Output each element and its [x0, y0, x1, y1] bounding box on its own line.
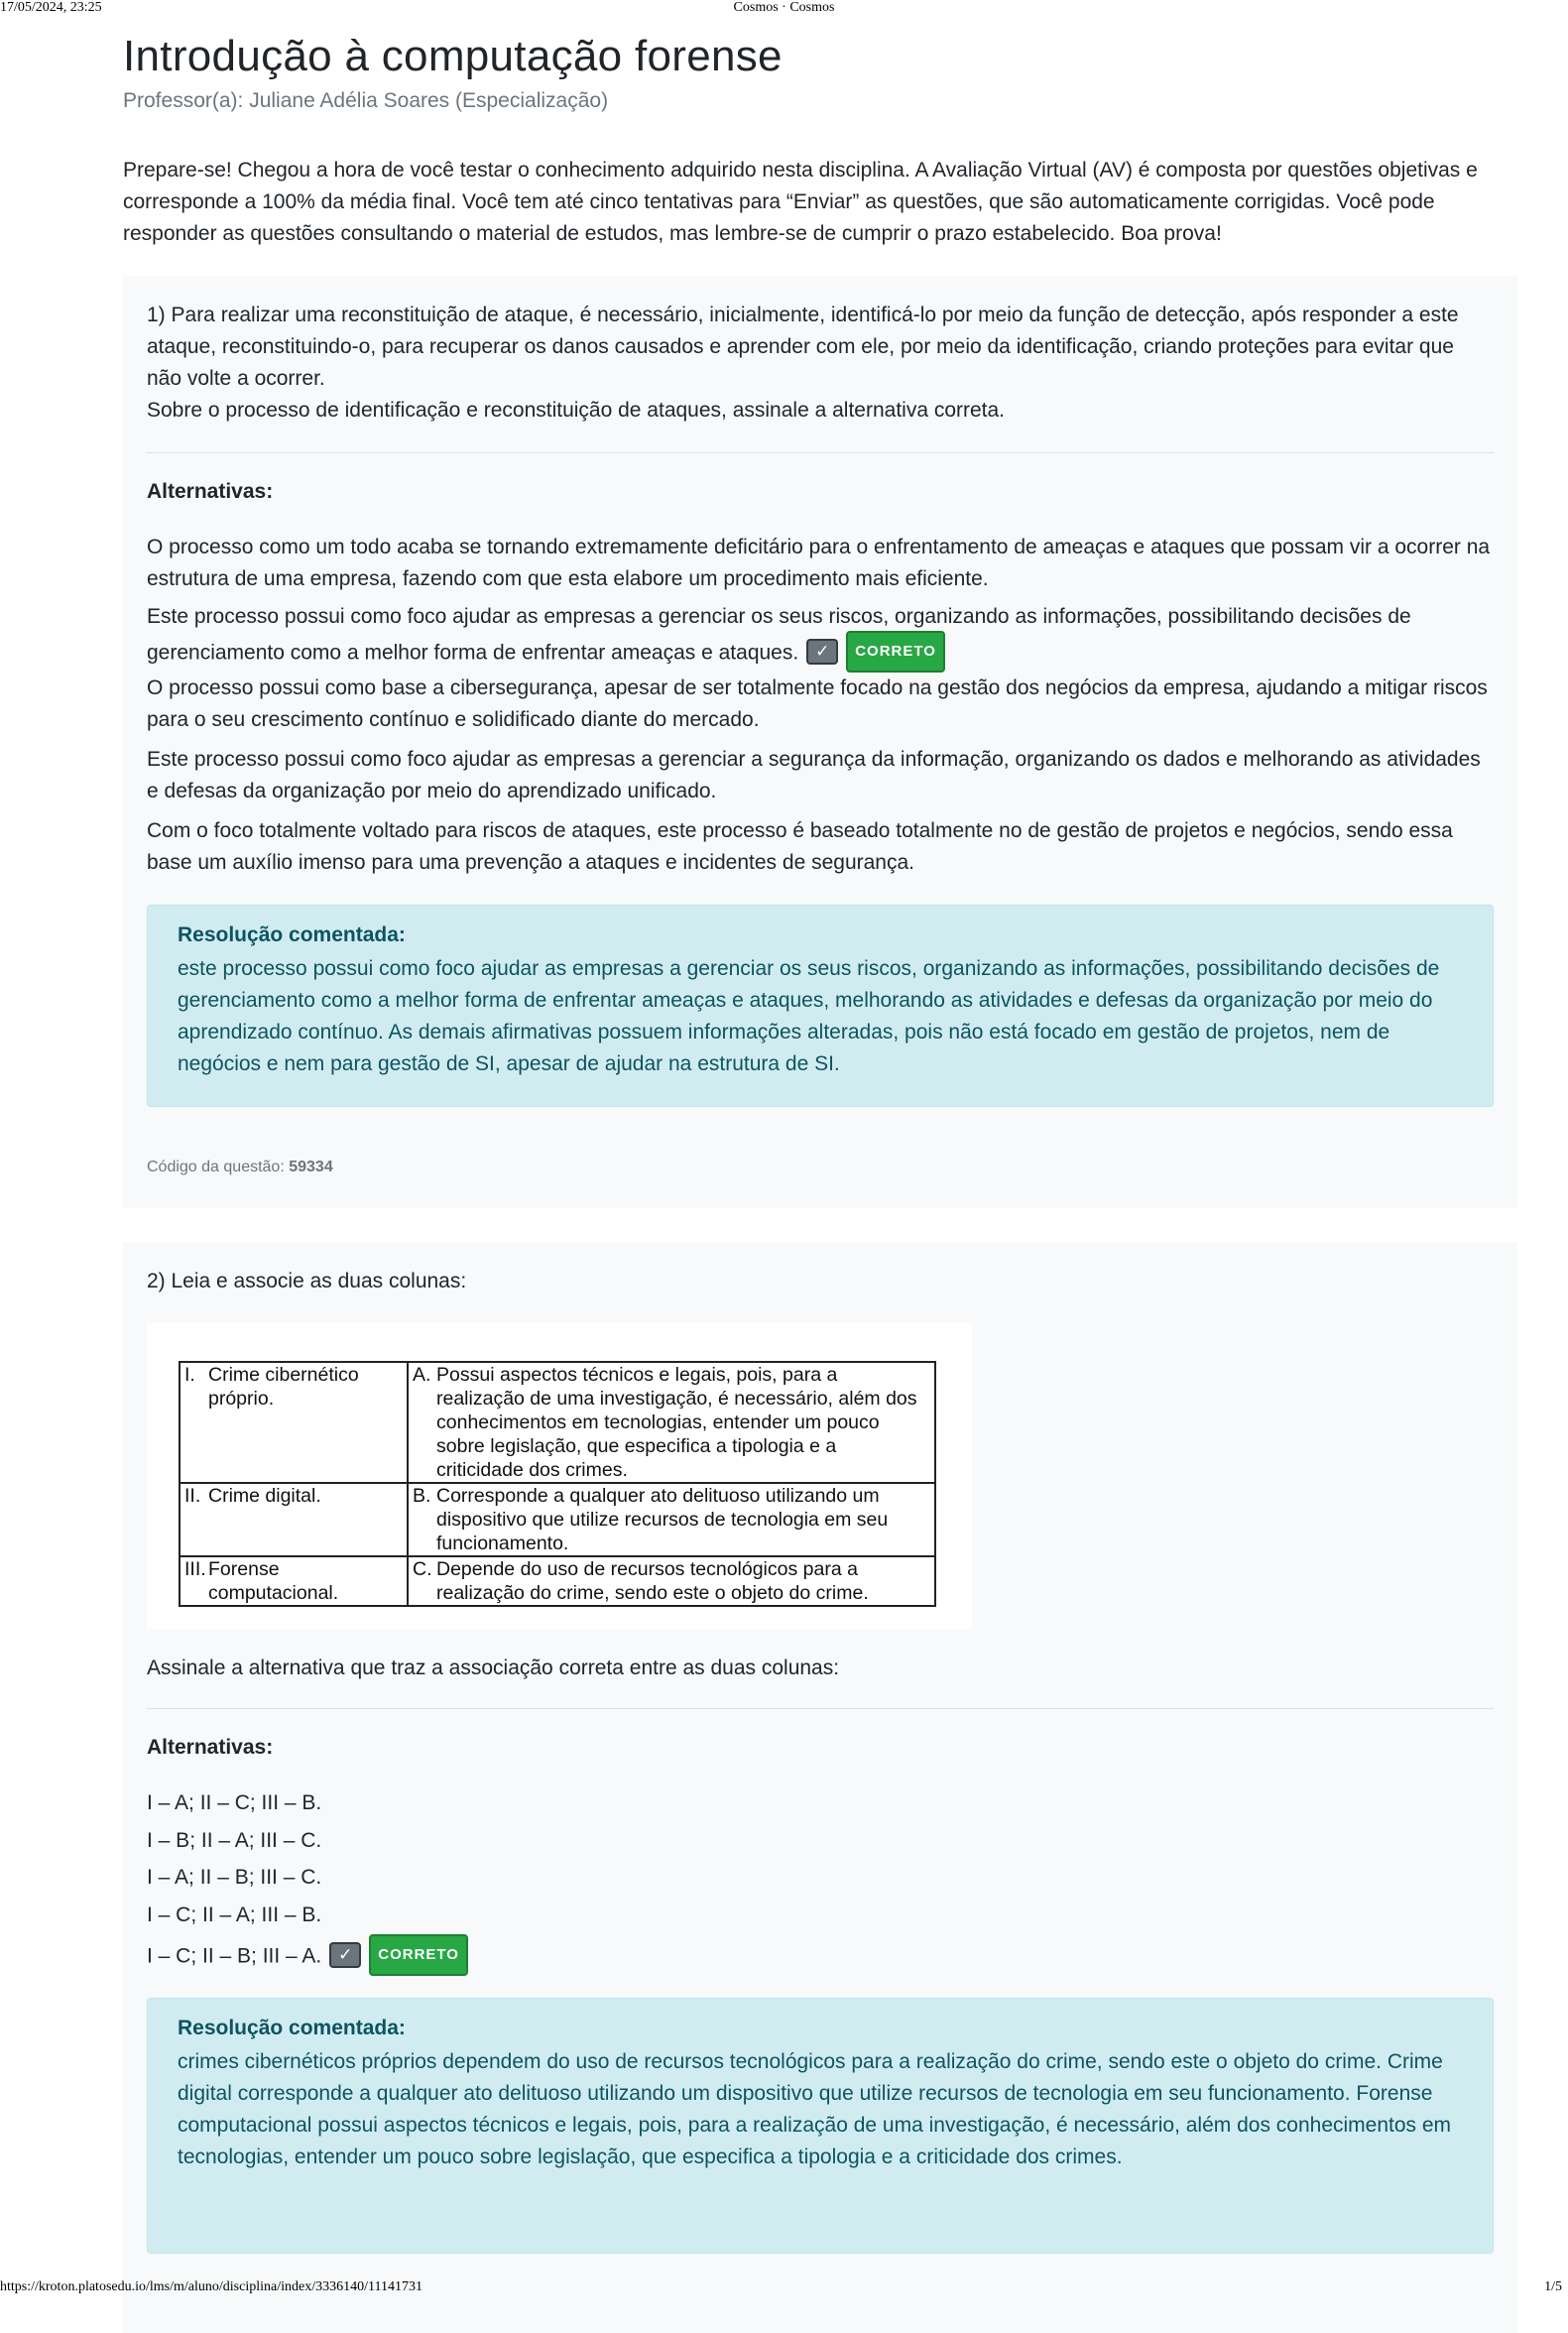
code-label: Código da questão:	[147, 1159, 285, 1175]
resolution-title: Resolução comentada:	[178, 923, 406, 946]
check-icon: ✓	[806, 639, 838, 665]
print-page-number: 1/5	[1544, 2279, 1562, 2294]
print-page-title: Cosmos · Cosmos	[733, 0, 835, 15]
row-letter: B.	[413, 1485, 431, 1507]
check-icon: ✓	[329, 1942, 361, 1968]
correct-badge: CORRETO	[369, 1934, 468, 1976]
alternative-text: O processo como um todo acaba se tornando extremamente deficitário para o enfrentamento de ameaças e ataques que possam vir a ocorrer na estrutura de uma empresa, fazendo com que esta elabore um procedimento mais eficiente.	[147, 536, 1491, 590]
question-card-2	[123, 1242, 1517, 2333]
alternative-2[interactable]	[147, 601, 1494, 675]
row-number: III.	[184, 1558, 206, 1580]
question-text: 1) Para realizar uma reconstituição de ataque, é necessário, inicialmente, identificá-lo por meio da função de detecção, após responder a este ataque, reconstituindo-o, para recuperar os danos causados e aprender com ele, por meio da identificação, criando proteções para evitar que não volte a ocorrer.	[147, 304, 1459, 390]
question-card-1	[123, 276, 1517, 1208]
table-cell	[408, 1483, 935, 1556]
question-text: 2) Leia e associe as duas colunas:	[147, 1270, 467, 1292]
row-letter: C.	[413, 1558, 432, 1580]
resolution-box	[147, 905, 1494, 1107]
alternative-text: Este processo possui como foco ajudar as empresas a gerenciar a segurança da informação, organizando os dados e melhorando as atividades e defesas da organização por meio do aprendizado unificado.	[147, 748, 1481, 802]
print-header	[0, 0, 1568, 18]
resolution-title: Resolução comentada:	[178, 2017, 406, 2039]
alternative-text: I – A; II – C; III – B.	[147, 1791, 322, 1814]
alternative-text: O processo possui como base a cibersegurança, apesar de ser totalmente focado na gestão dos negócios da empresa, ajudando a mitigar riscos para o seu crescimento contínuo e solidificado diante do mercado.	[147, 676, 1488, 731]
table-cell	[408, 1362, 935, 1483]
alternative-text: Este processo possui como foco ajudar as empresas a gerenciar os seus riscos, organizando as informações, possibilitando decisões de gerenciamento como a melhor forma de enfrentar ameaças e ataques.	[147, 605, 1411, 665]
alternative-5[interactable]	[147, 815, 1494, 879]
correct-badge: CORRETO	[846, 631, 945, 673]
left-column-text: Forense computacional.	[208, 1558, 339, 1604]
table-cell	[180, 1362, 408, 1483]
table-row	[180, 1483, 935, 1556]
left-column-text: Crime digital.	[208, 1485, 321, 1507]
alternative-text: I – B; II – A; III – C.	[147, 1829, 322, 1852]
alternative-4[interactable]	[147, 1900, 1494, 1931]
professor-name: Professor(a): Juliane Adélia Soares (Especialização)	[123, 89, 609, 112]
table-cell	[180, 1556, 408, 1606]
alternatives-title: Alternativas:	[147, 1736, 274, 1759]
question-prompt: Sobre o processo de identificação e reconstituição de ataques, assinale a alternativa correta.	[147, 399, 1006, 422]
code-value: 59334	[289, 1159, 333, 1175]
association-table-image	[147, 1323, 972, 1629]
resolution-text: crimes cibernéticos próprios dependem do uso de recursos tecnológicos para a realização do crime, sendo este o objeto do crime. Crime digital corresponde a qualquer ato delituoso utilizando um dispositivo que utilize recursos de tecnologia em seu funcionamento. Forense computacional possui aspectos técnicos e legais, pois, para a realização de uma investigação, é necessário, além dos conhecimentos em tecnologias, entender um pouco sobre legislação, que especifica a tipologia e a criticidade dos crimes.	[178, 2050, 1452, 2168]
alternative-3[interactable]	[147, 1862, 1494, 1894]
row-number: II.	[184, 1485, 201, 1507]
alternative-2[interactable]	[147, 1825, 1494, 1857]
left-column-text: Crime cibernético próprio.	[208, 1364, 359, 1410]
right-column-text: Depende do uso de recursos tecnológicos para a realização do crime, sendo este o objeto do crime.	[436, 1558, 869, 1604]
alternative-text: I – C; II – A; III – B.	[147, 1903, 322, 1926]
alternative-5[interactable]	[147, 1936, 1494, 1978]
intro-text: Prepare-se! Chegou a hora de você testar o conhecimento adquirido nesta disciplina. A Avaliação Virtual (AV) é composta por questões objetivas e corresponde a 100% da média final. Você tem até cinco tentativas para “Enviar” as questões, que são automaticamente corrigidas. Você pode responder as questões consultando o material de estudos, mas lembre-se de cumprir o prazo estabelecido. Boa prova!	[123, 159, 1478, 245]
resolution-text: este processo possui como foco ajudar as empresas a gerenciar os seus riscos, organizando as informações, possibilitando decisões de gerenciamento como a melhor forma de enfrentar ameaças e ataques, melhorando as atividades e defesas da organização por meio do aprendizado contínuo. As demais afirmativas possuem informações alteradas, pois não está focado em gestão de projetos, nem de negócios e nem para gestão de SI, apesar de ajudar na estrutura de SI.	[178, 957, 1440, 1075]
divider	[147, 452, 1494, 453]
alternative-text: I – A; II – B; III – C.	[147, 1866, 322, 1889]
right-column-text: Corresponde a qualquer ato delituoso utilizando um dispositivo que utilize recursos de tecnologia em seu funcionamento.	[436, 1485, 889, 1554]
resolution-box	[147, 1998, 1494, 2254]
print-footer	[0, 2279, 1568, 2297]
course-title: Introdução à computação forense	[123, 32, 783, 80]
row-letter: A.	[413, 1364, 431, 1386]
print-datetime: 17/05/2024, 23:25	[0, 0, 102, 15]
right-column-text: Possui aspectos técnicos e legais, pois, para a realização de uma investigação, é necessário, além dos conhecimentos em tecnologias, entender um pouco sobre legislação, que especifica a tipologia e a criticidade dos crimes.	[436, 1364, 917, 1481]
table-row	[180, 1556, 935, 1606]
alternative-1[interactable]	[147, 532, 1494, 595]
divider	[147, 1708, 1494, 1709]
table-cell	[408, 1556, 935, 1606]
row-number: I.	[184, 1364, 195, 1386]
table-row	[180, 1362, 935, 1483]
print-url: https://kroton.platosedu.io/lms/m/aluno/disciplina/index/3336140/11141731	[0, 2279, 422, 2294]
alternative-4[interactable]	[147, 744, 1494, 807]
alternative-1[interactable]	[147, 1787, 1494, 1819]
question-prompt: Assinale a alternativa que traz a associação correta entre as duas colunas:	[147, 1657, 840, 1679]
alternatives-title: Alternativas:	[147, 480, 274, 503]
alternative-3[interactable]	[147, 673, 1494, 736]
association-table	[179, 1361, 936, 1607]
alternative-text: Com o foco totalmente voltado para riscos de ataques, este processo é baseado totalmente no de gestão de projetos e negócios, sendo essa base um auxílio imenso para uma prevenção a ataques e incidentes de segurança.	[147, 819, 1453, 874]
alternative-text: I – C; II – B; III – A.	[147, 1944, 322, 1968]
table-cell	[180, 1483, 408, 1556]
question-code	[147, 1159, 333, 1176]
